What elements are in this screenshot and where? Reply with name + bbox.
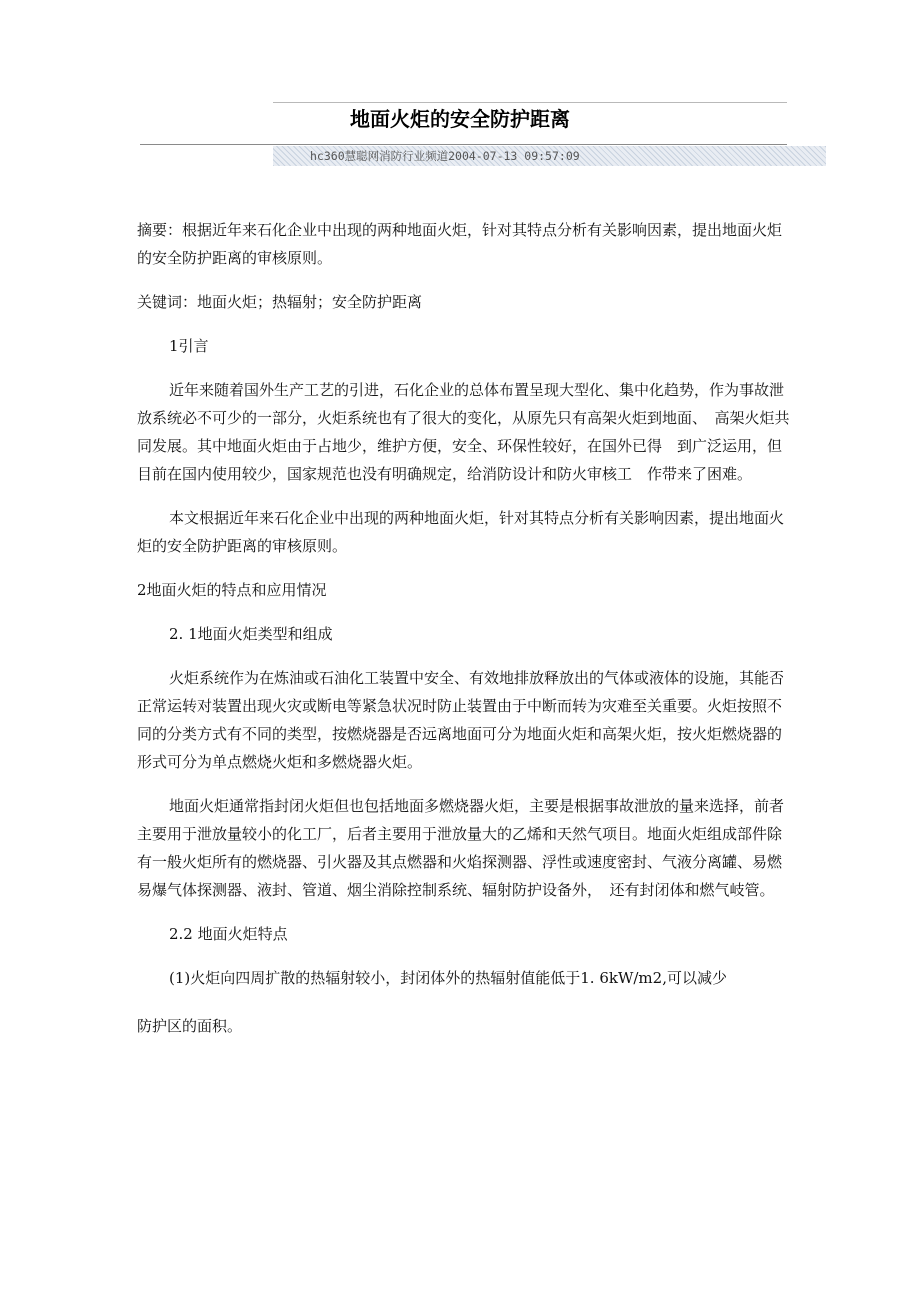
article-title: 地面火炬的安全防护距离 <box>350 107 570 131</box>
keywords: 关键词：地面火炬；热辐射；安全防护距离 <box>137 293 423 311</box>
list-item-1-continuation: 防护区的面积。 <box>137 1017 243 1035</box>
source-line: hc360慧聪网消防行业频道2004-07-13 09:57:09 <box>310 149 580 163</box>
title-top-rule <box>273 102 787 103</box>
intro-paragraph-2: 本文根据近年来石化企业中出现的两种地面火炬，针对其特点分析有关影响因素，提出地面火炬的安全防护距离的审核原则。 <box>137 509 785 555</box>
section-heading-1: 1引言 <box>169 337 209 355</box>
intro-paragraph-1: 近年来随着国外生产工艺的引进，石化企业的总体布置呈现大型化、集中化趋势，作为事故泄放系统必不可少的一部分，火炬系统也有了很大的变化，从原先只有高架火炬到地面、 高架火炬共同发展。其中地面火炬由于占地少，维护方便，安全、环保性较好，在国外已得 到广泛运用，但目前在国内使用较少，国家规范也没有明确规定，给消防设计和防火审核工 作带来了困难。 <box>137 381 790 483</box>
article-body <box>137 216 792 1040</box>
section-heading-2-1: 2. 1地面火炬类型和组成 <box>169 625 333 643</box>
section-2-1-paragraph-1: 火炬系统作为在炼油或石油化工装置中安全、有效地排放释放出的气体或液体的设施，其能否正常运转对装置出现火灾或断电等紧急状况时防止装置由于中断而转为灾难至关重要。火炬按照不同的分类方式有不同的类型，按燃烧器是否远离地面可分为地面火炬和高架火炬，按火炬燃烧器的形式可分为单点燃烧火炬和多燃烧器火炬。 <box>137 669 785 771</box>
section-heading-2: 2地面火炬的特点和应用情况 <box>137 581 327 599</box>
title-bottom-rule <box>140 144 787 145</box>
section-heading-2-2: 2.2 地面火炬特点 <box>169 925 288 943</box>
section-2-1-paragraph-2: 地面火炬通常指封闭火炬但也包括地面多燃烧器火炬，主要是根据事故泄放的量来选择，前者主要用于泄放量较小的化工厂，后者主要用于泄放量大的乙烯和天然气项目。地面火炬组成部件除有一般火炬所有的燃烧器、引火器及其点燃器和火焰探测器、浮性或速度密封、气液分离罐、易燃易爆气体探测器、液封、管道、烟尘消除控制系统、辐射防护设备外， 还有封闭体和燃气岐管。 <box>137 797 785 899</box>
list-item-1: (1)火炬向四周扩散的热辐射较小，封闭体外的热辐射值能低于1. 6kW/m2,可以减少 <box>169 969 727 987</box>
abstract: 摘要：根据近年来石化企业中出现的两种地面火炬，针对其特点分析有关影响因素，提出地面火炬的安全防护距离的审核原则。 <box>137 221 783 267</box>
